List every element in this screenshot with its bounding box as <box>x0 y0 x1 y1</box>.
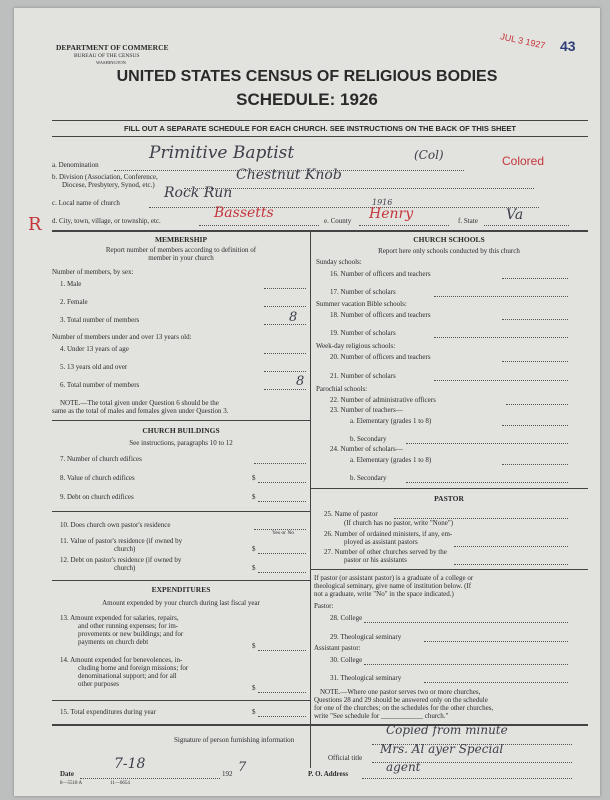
q2-label: 2. Female <box>60 298 88 306</box>
q23a-line[interactable] <box>502 425 568 426</box>
q24b-line[interactable] <box>406 482 568 483</box>
q19-line[interactable] <box>434 337 568 338</box>
denomination-note: (Col) <box>414 148 444 162</box>
q27-label-2: pastor or his assistants <box>344 556 407 564</box>
q21-label: 21. Number of scholars <box>330 372 396 380</box>
city-field-label: d. City, town, village, or township, etc. <box>52 217 161 225</box>
q9-dollar: $ <box>252 493 256 501</box>
banner-text: FILL OUT A SEPARATE SCHEDULE FOR EACH CHURCH. SEE INSTRUCTIONS ON THE BACK OF THIS SHEET <box>124 124 516 133</box>
q23b-label: b. Secondary <box>350 435 387 443</box>
stamp-number: 43 <box>560 38 576 54</box>
banner-top-rule <box>52 120 588 121</box>
q3-line[interactable] <box>264 324 306 325</box>
signature-value: Copied from minute <box>386 723 508 737</box>
q16-line[interactable] <box>502 278 568 279</box>
graduate-text-3: not a graduate, write "No" in the space indicated.) <box>314 590 454 598</box>
q7-label: 7. Number of church edifices <box>60 455 142 463</box>
q28-line[interactable] <box>364 622 568 623</box>
q26-line[interactable] <box>454 546 568 547</box>
q29-line[interactable] <box>424 641 568 642</box>
q18-label: 18. Number of officers and teachers <box>330 311 431 319</box>
q26-label: 26. Number of ordained ministers, if any, em- <box>324 530 453 538</box>
q9-label: 9. Debt on church edifices <box>60 493 134 501</box>
q24b-label: b. Secondary <box>350 474 387 482</box>
q27-label: 27. Number of other churches served by the <box>324 548 447 556</box>
membership-note-1: NOTE.—The total given under Question 6 should be the <box>60 399 219 407</box>
signature-label: Signature of person furnishing information <box>174 736 295 744</box>
q8-line[interactable] <box>258 482 306 483</box>
pastor-sub-label: Pastor: <box>314 602 334 610</box>
q10-rule <box>52 511 310 512</box>
q14-line-3: denominational support; and for all <box>78 672 177 680</box>
q12-dollar: $ <box>252 564 256 572</box>
pastor-rule <box>310 488 588 489</box>
members-by-sex-label: Number of members, by sex: <box>52 268 134 276</box>
q31-line[interactable] <box>424 682 568 683</box>
q23-label: 23. Number of teachers— <box>330 406 403 414</box>
q25-hint: (If church has no pastor, write "None") <box>344 519 454 527</box>
q11-dollar: $ <box>252 545 256 553</box>
graduate-rule <box>310 569 588 570</box>
q4-line[interactable] <box>264 353 306 354</box>
division-label-2: Diocese, Presbytery, Synod, etc.) <box>62 181 155 189</box>
year-prefix: 192 <box>222 770 233 778</box>
q6-line[interactable] <box>264 389 306 390</box>
state-label: f. State <box>458 217 478 225</box>
summer-label: Summer vacation Bible schools: <box>316 300 407 308</box>
q9-line[interactable] <box>258 501 306 502</box>
q1-label: 1. Male <box>60 280 82 288</box>
q13-line-2: and other running expenses; for im- <box>78 622 179 630</box>
q2-line[interactable] <box>264 306 306 307</box>
pastor-note-4: write "See schedule for ____________ church." <box>314 712 449 720</box>
q4-label: 4. Under 13 years of age <box>60 345 129 353</box>
q27-line[interactable] <box>454 564 568 565</box>
q7-line[interactable] <box>254 463 306 464</box>
membership-sub-1: Report number of members according to definition of <box>105 246 257 254</box>
q20-line[interactable] <box>502 361 568 362</box>
q14-line-2: cluding home and foreign missions; for <box>78 664 189 672</box>
q11-label: 11. Value of pastor's residence (if owned by <box>60 537 183 545</box>
denomination-value[interactable]: Primitive Baptist <box>149 143 295 163</box>
q3-label: 3. Total number of members <box>60 316 140 324</box>
expenditures-sub: Amount expended by your church during last fiscal year <box>102 599 260 607</box>
q12-label-2: church) <box>114 564 136 572</box>
q24a-label: a. Elementary (grades 1 to 8) <box>350 456 432 464</box>
colored-stamp: Colored <box>502 154 545 168</box>
form-number-2: 11—6654 <box>110 781 130 786</box>
q13-dollar: $ <box>252 642 256 650</box>
q12-label: 12. Debt on pastor's residence (if owned by <box>60 556 182 564</box>
county-label: e. County <box>324 217 352 225</box>
parochial-label: Parochial schools: <box>316 385 368 393</box>
q14-dollar: $ <box>252 684 256 692</box>
po-address-value: agent <box>386 760 421 774</box>
division-label: b. Division (Association, Conference, <box>52 173 158 181</box>
q30-label: 30. College <box>330 656 363 664</box>
q5-label: 5. 13 years old and over <box>60 363 128 371</box>
q14-line[interactable] <box>258 692 306 693</box>
graduate-text-2: theological seminary, give name of institution below. (If <box>314 582 472 590</box>
buildings-heading: CHURCH BUILDINGS <box>142 426 220 435</box>
bureau-label: BUREAU OF THE CENSUS <box>74 53 140 59</box>
q23a-label: a. Elementary (grades 1 to 8) <box>350 417 432 425</box>
membership-sub-2: member in your church <box>148 254 214 262</box>
state-line <box>484 225 569 226</box>
q1-line[interactable] <box>264 288 306 289</box>
schools-heading: CHURCH SCHOOLS <box>413 235 485 244</box>
q24a-line[interactable] <box>502 464 568 465</box>
date-stamp: JUL 3 1927 <box>499 31 547 51</box>
r-mark: R <box>28 214 42 235</box>
q15-line[interactable] <box>258 716 306 717</box>
buildings-sub: See instructions, paragraphs 10 to 12 <box>129 439 233 447</box>
church-name-value[interactable]: Rock Run <box>164 185 233 201</box>
q10-label: 10. Does church own pastor's residence <box>60 521 171 529</box>
city-field-value[interactable]: Bassetts <box>214 205 274 221</box>
schools-sub: Report here only schools conducted by this church <box>378 247 520 255</box>
pastor-note-2: Questions 28 and 29 should be answered only on the schedule <box>314 696 488 704</box>
q13-line-4: payments on church debt <box>78 638 149 646</box>
q5-line[interactable] <box>264 371 306 372</box>
buildings-rule <box>52 420 310 421</box>
q13-line-1: 13. Amount expended for salaries, repairs, <box>60 614 179 622</box>
q16-label: 16. Number of officers and teachers <box>330 270 431 278</box>
yes-no-hint: Yes or No <box>272 530 295 536</box>
city-label: WASHINGTON <box>96 60 126 65</box>
q13-line[interactable] <box>258 650 306 651</box>
graduate-text-1: If pastor (or assistant pastor) is a graduate of a college or <box>314 574 474 582</box>
q14-line-1: 14. Amount expended for benevolences, in- <box>60 656 183 664</box>
q11-label-2: church) <box>114 545 136 553</box>
form-title: UNITED STATES CENSUS OF RELIGIOUS BODIES <box>116 68 498 85</box>
q17-line[interactable] <box>434 296 568 297</box>
q22-label: 22. Number of administrative officers <box>330 396 436 404</box>
date-line[interactable] <box>80 778 220 779</box>
banner-bottom-rule <box>52 136 588 137</box>
section-divider <box>52 230 588 232</box>
q14-line-4: other purposes <box>78 680 120 688</box>
q15-rule <box>52 700 310 701</box>
q23b-line[interactable] <box>406 443 568 444</box>
pastor-note-1: NOTE.—Where one pastor serves two or more churches, <box>320 688 481 696</box>
po-address-line[interactable] <box>362 778 572 779</box>
division-line <box>184 188 534 189</box>
membership-note-2: same as the total of males and females given under Question 3. <box>52 407 229 415</box>
q13-line-3: provements or new buildings; and for <box>78 630 184 638</box>
county-line <box>359 225 449 226</box>
church-name-label: c. Local name of church <box>52 199 120 207</box>
county-note: 1916 <box>372 198 393 207</box>
department-label: DEPARTMENT OF COMMERCE <box>56 43 169 52</box>
q24-label: 24. Number of scholars— <box>330 445 403 453</box>
schedule-title: SCHEDULE: 1926 <box>236 90 378 109</box>
pastor-heading: PASTOR <box>434 494 464 503</box>
po-address-label: P. O. Address <box>308 770 349 778</box>
q29-label: 29. Theological seminary <box>330 633 402 641</box>
membership-heading: MEMBERSHIP <box>154 235 208 244</box>
q22-line[interactable] <box>506 404 568 405</box>
division-value[interactable]: Chestnut Knob <box>236 167 342 183</box>
expenditures-heading: EXPENDITURES <box>151 585 211 594</box>
date-label: Date <box>60 770 74 778</box>
census-form <box>14 8 600 796</box>
weekday-label: Week-day religious schools: <box>316 342 396 350</box>
q6-value: 8 <box>296 374 305 389</box>
q28-label: 28. College <box>330 614 363 622</box>
q6-label: 6. Total number of members <box>60 381 140 389</box>
year-value: 7 <box>238 760 247 775</box>
official-title-value: Mrs. Al ayer Special <box>380 742 504 756</box>
sunday-label: Sunday schools: <box>316 258 362 266</box>
pastor-note-3: for one of the churches; on the schedules for the other churches, <box>314 704 494 712</box>
q25-label: 25. Name of pastor <box>324 510 378 518</box>
q12-line[interactable] <box>258 572 306 573</box>
age-label: Number of members under and over 13 years old: <box>52 333 192 341</box>
assistant-label: Assistant pastor: <box>314 644 361 652</box>
state-value[interactable]: Va <box>506 207 524 223</box>
q21-line[interactable] <box>434 380 568 381</box>
form-number: 8—5518 A <box>60 781 83 786</box>
denomination-label: a. Denomination <box>52 161 99 169</box>
q20-label: 20. Number of officers and teachers <box>330 353 431 361</box>
q8-dollar: $ <box>252 474 256 482</box>
church-name-line <box>149 207 539 208</box>
official-title-label: Official title <box>328 754 363 762</box>
q3-value: 8 <box>289 310 298 325</box>
expenditures-rule <box>52 580 310 581</box>
q30-line[interactable] <box>364 664 568 665</box>
q26-label-2: ployed as assistant pastors <box>344 538 418 546</box>
q17-label: 17. Number of scholars <box>330 288 396 296</box>
q19-label: 19. Number of scholars <box>330 329 396 337</box>
q18-line[interactable] <box>502 319 568 320</box>
city-field-line <box>199 225 319 226</box>
county-value[interactable]: Henry <box>369 206 414 222</box>
q11-line[interactable] <box>258 553 306 554</box>
q15-dollar: $ <box>252 708 256 716</box>
date-value: 7-18 <box>114 756 146 772</box>
q31-label: 31. Theological seminary <box>330 674 402 682</box>
q15-label: 15. Total expenditures during year <box>60 708 156 716</box>
q8-label: 8. Value of church edifices <box>60 474 135 482</box>
